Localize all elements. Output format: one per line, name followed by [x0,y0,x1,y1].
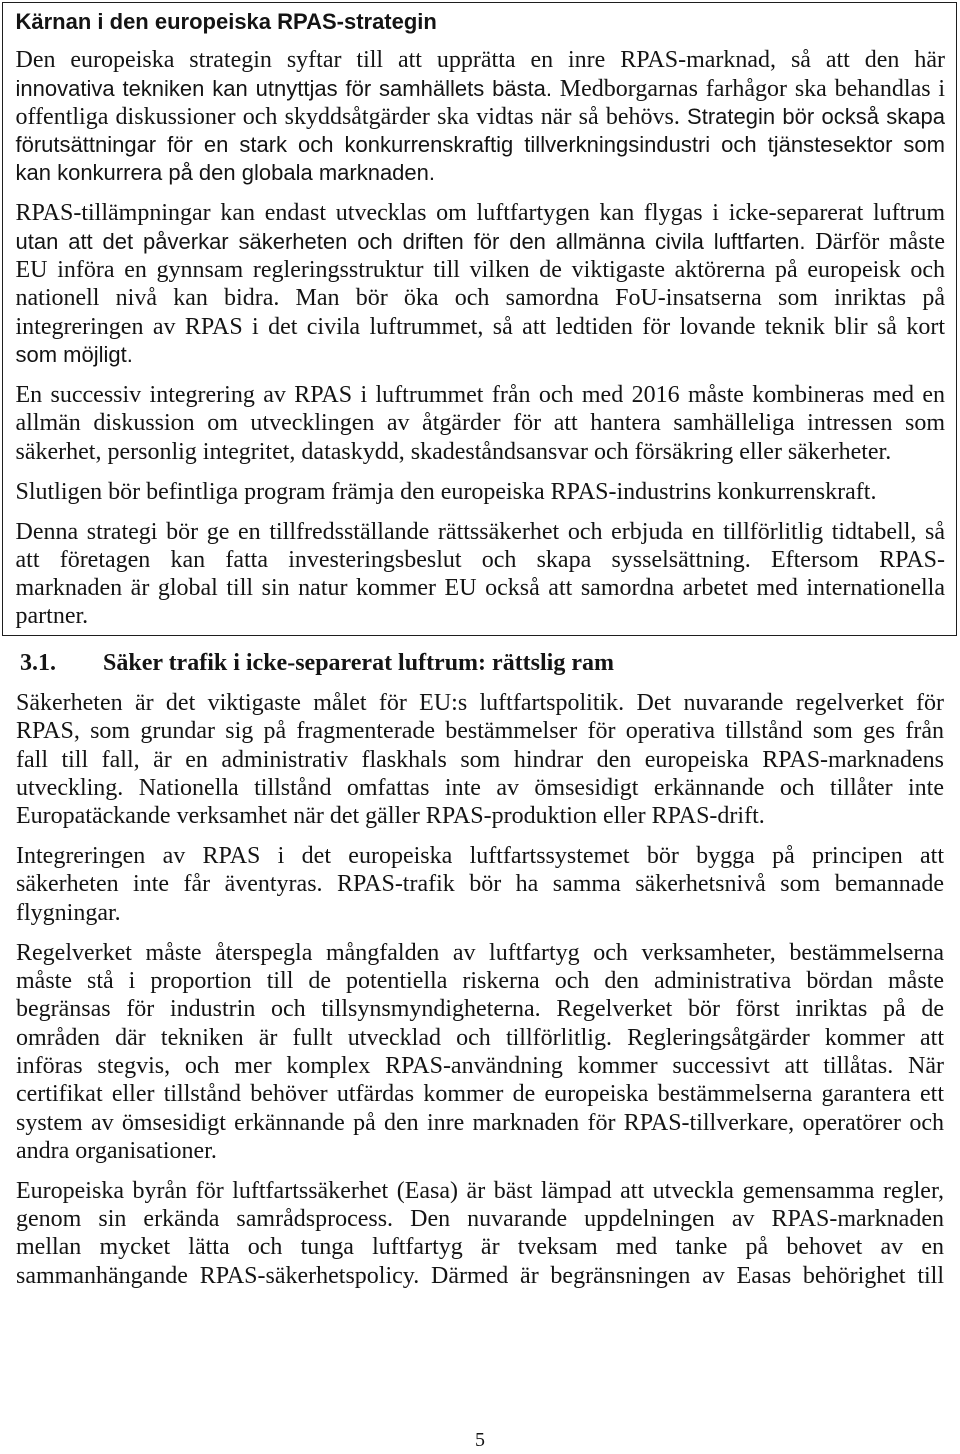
text-line: begränsas för industrin och tillsynsmyndigheterna. Regelverket bör först inriktas på de [16,996,944,1023]
text-line: att företagen kan fatta investeringsbeslut och skapa sysselsättning. Eftersom RPAS- [15,546,945,573]
text-line: integreringen av RPAS i det civila luftrummet, så att ledtiden för lovande teknik blir så kort [15,313,945,340]
text-line [16,103,946,131]
text-line: EU införa en gynnsam regleringsstruktur till vilken de viktigaste aktörerna på europeisk och [15,257,945,284]
text-line: säkerheten inte får äventyras. RPAS-trafik bör ha samma säkerhetsnivå som bemannade [16,871,944,898]
text-line: flygningar. [16,899,121,926]
section-number: 3.1. [20,650,56,676]
text-line: En successiv integrering av RPAS i luftrummet från och med 2016 måste kombineras med en [15,381,945,408]
text-line: allmän diskussion om utvecklingen av åtgärder för att hantera samhälleliga intressen som [15,410,945,437]
text-line: certifikat eller tillstånd behöver utfärdas kommer de europeiska bestämmelserna garantera ett [16,1081,944,1108]
text-line: system av ömsesidigt erkännande på den inre marknaden för RPAS-tillverkare, operatörer och [16,1109,944,1136]
text-line: Säkerheten är det viktigaste målet för EU:s luftfartspolitik. Det nuvarande regelverket för [16,689,944,716]
body-paragraph [16,1177,944,1290]
text-line: utveckling. Nationella tillstånd omfattas inte av ömsesidigt erkännande och tillåter inte [16,774,944,801]
strategy-paragraph [16,518,946,631]
text-segment: Därför måste [815,228,945,255]
text-line: Regelverket måste återspegla mångfalden av luftfartyg och verksamheter, bestämmelserna [16,939,944,966]
text-line [16,228,946,256]
text-line: Europatäckande verksamhet när det gäller RPAS-produktion eller RPAS-drift. [16,803,765,830]
box-heading: Kärnan i den europeiska RPAS-strategin [15,8,437,34]
text-line: förutsättningar för en stark och konkurrenskraftig tillverkningsindustri och tjänstesektor som [15,132,945,158]
text-segment: innovativa tekniken kan utnyttjas för samhällets bästa. [15,75,553,101]
section-title: Säker trafik i icke-separerat luftrum: rättslig ram [103,650,614,676]
text-line: fall till fall, är en administrativ flaskhals som hindrar den europeiska RPAS-marknadens [16,746,944,773]
text-line [16,75,946,103]
body-paragraph [16,939,944,1165]
strategy-paragraph [16,381,946,466]
text-line: Slutligen bör befintliga program främja den europeiska RPAS-industrins konkurrenskraft. [15,478,877,505]
text-line: RPAS-tillämpningar kan endast utvecklas om luftfartygen kan flygas i icke-separerat luftrum [15,200,945,227]
rpas-strategy-box [2,2,957,636]
text-line: införas stegvis, och mer komplex RPAS-användning kommer successivt att tillåtas. När [16,1052,944,1079]
text-segment: Medborgarnas farhågor ska behandlas i [559,75,946,102]
text-line: andra organisationer. [16,1137,217,1164]
page-number: 5 [475,1429,485,1451]
section-body [16,649,944,1302]
text-line: RPAS, som grundar sig på fragmenterade bestämmelser för operativa tillstånd som ges från [16,718,944,745]
strategy-paragraph [16,46,946,187]
text-line: sammanhängande RPAS-säkerhetspolicy. Därmed är begränsningen av Easas behörighet till [16,1262,944,1289]
text-line: Europeiska byrån för luftfartssäkerhet (Easa) är bäst lämpad att utveckla gemensamma regler, [16,1177,944,1204]
text-line: nationell nivå kan bidra. Man bör öka och samordna FoU-insatserna som inriktas på [15,285,945,312]
section-heading [16,649,944,677]
text-segment: Strategin bör också skapa [687,103,946,129]
text-line: Den europeiska strategin syftar till att upprätta en inre RPAS-marknad, så att den här [15,47,945,74]
body-paragraph [16,842,944,927]
text-line: områden där tekniken är fullt utvecklad och tillförlitlig. Regleringsåtgärder kommer att [16,1024,944,1051]
text-line: marknaden är global till sin natur kommer EU också att samordna arbetet med internationella [15,575,945,602]
text-line: Denna strategi bör ge en tillfredsställande rättssäkerhet och erbjuda en tillförlitlig tidtabell, så [15,518,945,545]
text-line: Integreringen av RPAS i det europeiska luftfartssystemet bör bygga på principen att [16,843,944,870]
text-line: partner. [15,603,89,630]
text-line: mellan mycket lätta och tunga luftfartyg är tveksam med tanke på behovet av en [16,1234,944,1261]
strategy-paragraph [16,199,946,369]
body-paragraph [16,689,944,830]
text-line: genom sin erkända samrådsprocess. Den nuvarande uppdelningen av RPAS-marknaden [16,1206,944,1233]
text-line: kan konkurrera på den globala marknaden. [15,160,435,186]
strategy-paragraph [16,478,946,506]
text-segment: utan att det påverkar säkerheten och driften för den allmänna civila luftfarten. [15,228,806,254]
text-line: som möjligt. [15,341,133,367]
text-segment: offentliga diskussioner och skyddsåtgärder ska vidtas när så behövs. [15,103,680,130]
text-line: måste stå i proportion till de potentiella riskerna och den administrativa bördan måste [16,968,944,995]
text-line: säkerhet, personlig integritet, dataskydd, skadeståndsansvar och försäkring eller säkerheter. [15,438,892,465]
